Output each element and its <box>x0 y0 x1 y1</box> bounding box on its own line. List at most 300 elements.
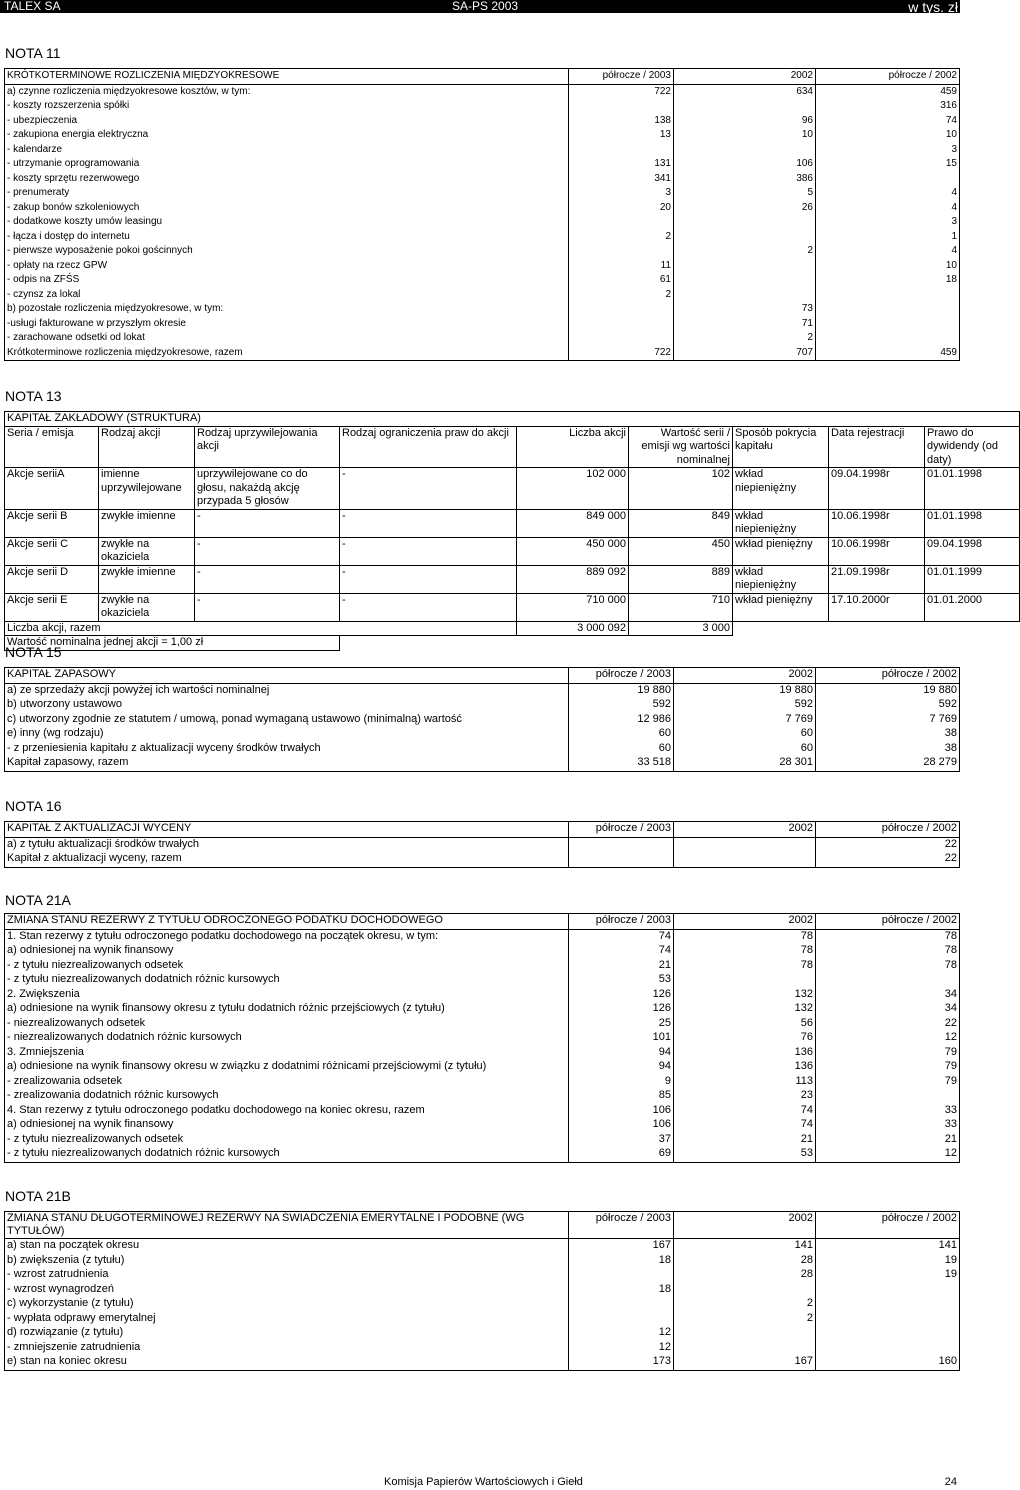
row-cell: wkład niepieniężny <box>733 509 829 537</box>
row-label: b) pozostałe rozliczenia międzyokresowe, w tym: <box>5 302 569 317</box>
table-header-row <box>5 914 960 930</box>
nota11-table <box>4 68 960 361</box>
row-label: d) rozwiązanie (z tytułu) <box>5 1326 569 1341</box>
row-value: 101 <box>569 1031 674 1046</box>
row-value <box>816 973 960 988</box>
row-label: - opłaty na rzecz GPW <box>5 259 569 274</box>
row-cell: 09.04.1998 <box>925 537 1020 565</box>
page-number: 24 <box>944 1476 957 1488</box>
column-header: Sposób pokrycia kapitału <box>733 426 829 468</box>
row-label: - z tytułu niezrealizowanych odsetek <box>5 959 569 974</box>
table-row <box>5 1046 960 1061</box>
row-value <box>569 1312 674 1327</box>
row-value: 94 <box>569 1046 674 1061</box>
row-value: 12 <box>816 1031 960 1046</box>
column-header: Prawo do dywidendy (od daty) <box>925 426 1020 468</box>
row-value: 12 986 <box>569 713 674 728</box>
row-value: 28 279 <box>816 756 960 771</box>
row-value: 592 <box>674 698 816 713</box>
table-row <box>5 1075 960 1090</box>
row-value: 15 <box>816 157 960 172</box>
row-value: 22 <box>816 852 960 867</box>
column-header: półrocze / 2002 <box>816 69 960 85</box>
row-cell: wkład niepieniężny <box>733 468 829 510</box>
nota13-table <box>4 411 1020 651</box>
row-value: 56 <box>674 1017 816 1032</box>
table-row <box>5 929 960 944</box>
row-value: 3 <box>816 143 960 158</box>
column-header: 2002 <box>674 668 816 684</box>
row-value: 7 769 <box>674 713 816 728</box>
row-cell: 01.01.1998 <box>925 468 1020 510</box>
row-value: 132 <box>674 1002 816 1017</box>
table-row <box>5 114 960 129</box>
table-heading: KAPITAŁ ZAPASOWY <box>5 668 569 684</box>
nominal-row <box>5 636 1020 651</box>
table-row <box>5 244 960 259</box>
row-cell: - <box>195 509 340 537</box>
row-value: 74 <box>569 944 674 959</box>
row-value: 78 <box>674 944 816 959</box>
table-heading: ZMIANA STANU DŁUGOTERMINOWEJ REZERWY NA ŚWIADCZENIA EMERYTALNE I PODOBNE (WG TYTUŁÓW) <box>5 1212 569 1239</box>
row-label: a) odniesionej na wynik finansowy <box>5 1118 569 1133</box>
row-value: 4 <box>816 244 960 259</box>
nota21a-table <box>4 913 960 1163</box>
row-cell: wkład niepieniężny <box>733 565 829 593</box>
row-label: - z tytułu niezrealizowanych odsetek <box>5 1133 569 1148</box>
row-value: 53 <box>674 1147 816 1162</box>
row-value: 78 <box>674 929 816 944</box>
row-value: 28 <box>674 1268 816 1283</box>
row-label: e) inny (wg rodzaju) <box>5 727 569 742</box>
row-value <box>674 273 816 288</box>
row-value <box>816 172 960 187</box>
row-value: 19 <box>816 1268 960 1283</box>
page-header <box>0 0 960 13</box>
row-label: a) ze sprzedaży akcji powyżej ich wartości nominalnej <box>5 683 569 698</box>
total-value: 3 000 <box>629 621 733 636</box>
row-value: 707 <box>674 346 816 361</box>
row-value: 34 <box>816 1002 960 1017</box>
row-value: 19 <box>816 1254 960 1269</box>
row-cell: - <box>195 593 340 621</box>
table-row <box>5 99 960 114</box>
row-value <box>816 317 960 332</box>
row-cell: zwykłe na okaziciela <box>99 537 195 565</box>
row-label: - koszty rozszerzenia spółki <box>5 99 569 114</box>
row-value <box>569 143 674 158</box>
row-value <box>674 973 816 988</box>
table-row <box>5 852 960 867</box>
table-row <box>5 837 960 852</box>
row-cell: Akcje seriiA <box>5 468 99 510</box>
row-label: 4. Stan rezerwy z tytułu odroczonego podatku dochodowego na koniec okresu, razem <box>5 1104 569 1119</box>
nota11-title: NOTA 11 <box>5 45 61 61</box>
row-label: a) stan na początek okresu <box>5 1239 569 1254</box>
table-row <box>5 1312 960 1327</box>
nominal-value: Wartość nominalna jednej akcji = 1,00 zł <box>5 636 340 651</box>
row-value: 33 518 <box>569 756 674 771</box>
table-row <box>5 944 960 959</box>
row-value: 5 <box>674 186 816 201</box>
row-label: b) utworzony ustawowo <box>5 698 569 713</box>
row-value: 136 <box>674 1060 816 1075</box>
table-row <box>5 1002 960 1017</box>
row-value: 167 <box>674 1355 816 1370</box>
row-value: 141 <box>816 1239 960 1254</box>
row-value: 9 <box>569 1075 674 1090</box>
row-label: b) zwiększenia (z tytułu) <box>5 1254 569 1269</box>
row-cell: 01.01.2000 <box>925 593 1020 621</box>
column-header: 2002 <box>674 69 816 85</box>
row-label: -usługi fakturowane w przyszłym okresie <box>5 317 569 332</box>
row-value: 4 <box>816 186 960 201</box>
table-row <box>5 273 960 288</box>
table-row <box>5 230 960 245</box>
row-label: a) odniesione na wynik finansowy okresu w związku z dodatnimi różnicami przejściowymi (z tytułu) <box>5 1060 569 1075</box>
table-row <box>5 1118 960 1133</box>
row-cell: imienne uprzywilejowane <box>99 468 195 510</box>
row-label: 1. Stan rezerwy z tytułu odroczonego podatku dochodowego na początek okresu, w tym: <box>5 929 569 944</box>
column-header: półrocze / 2003 <box>569 668 674 684</box>
row-value: 74 <box>674 1118 816 1133</box>
nota21b-table <box>4 1211 960 1371</box>
row-value: 106 <box>674 157 816 172</box>
row-label: - wzrost wynagrodzeń <box>5 1283 569 1298</box>
table-header-row <box>5 822 960 838</box>
row-label: - odpis na ZFŚS <box>5 273 569 288</box>
row-cell: - <box>340 593 517 621</box>
row-label: - z przeniesienia kapitału z aktualizacji wyceny środków trwałych <box>5 742 569 757</box>
column-header: Rodzaj ograniczenia praw do akcji <box>340 426 517 468</box>
company-name: TALEX SA <box>4 0 61 13</box>
row-value: 96 <box>674 114 816 129</box>
row-value: 21 <box>569 959 674 974</box>
column-header: półrocze / 2003 <box>569 822 674 838</box>
row-cell: - <box>195 565 340 593</box>
nota21b-title: NOTA 21B <box>5 1188 71 1204</box>
row-cell: Akcje serii D <box>5 565 99 593</box>
row-label: - zarachowane odsetki od lokat <box>5 331 569 346</box>
row-cell: 450 <box>629 537 733 565</box>
row-cell: 889 092 <box>517 565 629 593</box>
table-row <box>5 713 960 728</box>
row-value: 132 <box>674 988 816 1003</box>
table-header-row <box>5 69 960 85</box>
row-cell: 710 <box>629 593 733 621</box>
nota16-table <box>4 821 960 868</box>
row-value: 76 <box>674 1031 816 1046</box>
column-header: 2002 <box>674 822 816 838</box>
row-value: 459 <box>816 84 960 99</box>
row-value: 21 <box>674 1133 816 1148</box>
table-row <box>5 1239 960 1254</box>
row-cell: 889 <box>629 565 733 593</box>
row-value: 33 <box>816 1118 960 1133</box>
row-value <box>816 1089 960 1104</box>
table-row <box>5 973 960 988</box>
row-value: 722 <box>569 84 674 99</box>
row-value: 173 <box>569 1355 674 1370</box>
total-count: 3 000 092 <box>517 621 629 636</box>
table-row <box>5 201 960 216</box>
row-value: 21 <box>816 1133 960 1148</box>
row-label: - wypłata odprawy emerytalnej <box>5 1312 569 1327</box>
row-value: 19 880 <box>569 683 674 698</box>
row-label: a) odniesionej na wynik finansowy <box>5 944 569 959</box>
table-row <box>5 593 1020 621</box>
table-row <box>5 509 1020 537</box>
row-value: 28 <box>674 1254 816 1269</box>
row-value <box>674 99 816 114</box>
row-cell: Akcje serii C <box>5 537 99 565</box>
row-cell: - <box>340 565 517 593</box>
row-value: 61 <box>569 273 674 288</box>
row-label: - pierwsze wyposażenie pokoi gościnnych <box>5 244 569 259</box>
row-value: 2 <box>674 1297 816 1312</box>
row-value <box>674 1283 816 1298</box>
row-label: - łącza i dostęp do internetu <box>5 230 569 245</box>
row-value <box>816 1326 960 1341</box>
row-value: 634 <box>674 84 816 99</box>
row-value: 69 <box>569 1147 674 1162</box>
row-value <box>569 1268 674 1283</box>
table-header-row <box>5 1212 960 1239</box>
row-value <box>569 1297 674 1312</box>
row-label: a) z tytułu aktualizacji środków trwałych <box>5 837 569 852</box>
column-header: Seria / emisja <box>5 426 99 468</box>
row-label: - zrealizowania dodatnich różnic kursowych <box>5 1089 569 1104</box>
table-row <box>5 1268 960 1283</box>
row-value: 2 <box>674 1312 816 1327</box>
row-value: 34 <box>816 988 960 1003</box>
column-header: półrocze / 2002 <box>816 668 960 684</box>
row-value: 10 <box>674 128 816 143</box>
row-value: 26 <box>674 201 816 216</box>
row-value: 316 <box>816 99 960 114</box>
row-cell: 21.09.1998r <box>829 565 925 593</box>
row-value: 12 <box>569 1326 674 1341</box>
row-cell: Akcje serii E <box>5 593 99 621</box>
row-label: Krótkoterminowe rozliczenia międzyokresowe, razem <box>5 346 569 361</box>
row-label: - wzrost zatrudnienia <box>5 1268 569 1283</box>
column-header: Rodzaj uprzywilejowania akcji <box>195 426 340 468</box>
row-value: 22 <box>816 837 960 852</box>
row-value: 386 <box>674 172 816 187</box>
row-value: 341 <box>569 172 674 187</box>
row-value: 592 <box>569 698 674 713</box>
table-row <box>5 698 960 713</box>
row-value <box>569 852 674 867</box>
row-label: - zakup bonów szkoleniowych <box>5 201 569 216</box>
column-header: 2002 <box>674 1212 816 1239</box>
row-value: 113 <box>674 1075 816 1090</box>
row-label: - prenumeraty <box>5 186 569 201</box>
row-label: a) czynne rozliczenia międzyokresowe kosztów, w tym: <box>5 84 569 99</box>
row-value: 38 <box>816 727 960 742</box>
row-value: 18 <box>569 1254 674 1269</box>
row-value <box>674 215 816 230</box>
row-cell: 102 000 <box>517 468 629 510</box>
row-value: 167 <box>569 1239 674 1254</box>
row-value <box>674 288 816 303</box>
row-value: 28 301 <box>674 756 816 771</box>
table-row <box>5 988 960 1003</box>
table-row <box>5 1031 960 1046</box>
row-cell: 10.06.1998r <box>829 509 925 537</box>
column-header: Wartość serii / emisji wg wartości nominalnej <box>629 426 733 468</box>
row-value <box>674 230 816 245</box>
row-value: 106 <box>569 1118 674 1133</box>
column-header: półrocze / 2003 <box>569 69 674 85</box>
row-value: 2 <box>674 331 816 346</box>
row-value <box>816 331 960 346</box>
row-value <box>569 331 674 346</box>
row-label: - dodatkowe koszty umów leasingu <box>5 215 569 230</box>
table-row <box>5 1254 960 1269</box>
row-value: 12 <box>569 1341 674 1356</box>
row-label: - czynsz za lokal <box>5 288 569 303</box>
total-row <box>5 621 1020 636</box>
row-value: 60 <box>569 727 674 742</box>
row-value: 11 <box>569 259 674 274</box>
row-value: 1 <box>816 230 960 245</box>
row-value: 592 <box>816 698 960 713</box>
row-cell: wkład pieniężny <box>733 537 829 565</box>
table-row <box>5 288 960 303</box>
row-value: 60 <box>674 742 816 757</box>
row-value <box>674 837 816 852</box>
row-label: - kalendarze <box>5 143 569 158</box>
row-cell: - <box>340 537 517 565</box>
row-value: 78 <box>674 959 816 974</box>
row-value: 2 <box>674 244 816 259</box>
column-header: półrocze / 2002 <box>816 822 960 838</box>
table-row <box>5 565 1020 593</box>
row-cell: 450 000 <box>517 537 629 565</box>
table-header-row <box>5 426 1020 468</box>
row-value <box>569 302 674 317</box>
row-value: 78 <box>816 944 960 959</box>
row-label: e) stan na koniec okresu <box>5 1355 569 1370</box>
table-row <box>5 468 1020 510</box>
row-value: 106 <box>569 1104 674 1119</box>
row-value <box>569 837 674 852</box>
table-row <box>5 1017 960 1032</box>
column-header: Rodzaj akcji <box>99 426 195 468</box>
row-value: 94 <box>569 1060 674 1075</box>
row-value: 53 <box>569 973 674 988</box>
table-row <box>5 317 960 332</box>
row-value: 19 880 <box>816 683 960 698</box>
row-value <box>674 143 816 158</box>
row-cell: wkład pieniężny <box>733 593 829 621</box>
row-value: 126 <box>569 1002 674 1017</box>
row-label: - koszty sprzętu rezerwowego <box>5 172 569 187</box>
footer-text: Komisja Papierów Wartościowych i Giełd <box>384 1476 583 1488</box>
row-value <box>674 259 816 274</box>
row-value: 79 <box>816 1075 960 1090</box>
row-value: 60 <box>569 742 674 757</box>
row-cell: - <box>340 468 517 510</box>
table-row <box>5 84 960 99</box>
table-row <box>5 1355 960 1370</box>
row-value <box>569 244 674 259</box>
table-row <box>5 1060 960 1075</box>
row-cell: 17.10.2000r <box>829 593 925 621</box>
row-label: c) utworzony zgodnie ze statutem / umową, ponad wymaganą ustawowo (minimalną) wartość <box>5 713 569 728</box>
row-cell: zwykłe imienne <box>99 565 195 593</box>
row-cell: 10.06.1998r <box>829 537 925 565</box>
table-row <box>5 756 960 771</box>
table-heading: KAPITAŁ ZAKŁADOWY (STRUKTURA) <box>5 412 1020 427</box>
row-value: 10 <box>816 259 960 274</box>
row-value: 23 <box>674 1089 816 1104</box>
row-value: 138 <box>569 114 674 129</box>
row-value: 74 <box>816 114 960 129</box>
table-row <box>5 331 960 346</box>
row-value: 33 <box>816 1104 960 1119</box>
row-cell: 09.04.1998r <box>829 468 925 510</box>
row-label: Kapitał zapasowy, razem <box>5 756 569 771</box>
table-row <box>5 1089 960 1104</box>
row-label: - zakupiona energia elektryczna <box>5 128 569 143</box>
nota21a-title: NOTA 21A <box>5 892 71 908</box>
row-value: 78 <box>816 959 960 974</box>
column-header: półrocze / 2002 <box>816 1212 960 1239</box>
row-cell: - <box>195 537 340 565</box>
row-value <box>816 302 960 317</box>
table-row <box>5 346 960 361</box>
row-label: - zmniejszenie zatrudnienia <box>5 1341 569 1356</box>
row-label: - z tytułu niezrealizowanych dodatnich różnic kursowych <box>5 973 569 988</box>
table-heading: KAPITAŁ Z AKTUALIZACJI WYCENY <box>5 822 569 838</box>
column-header: Liczba akcji <box>517 426 629 468</box>
table-row <box>5 172 960 187</box>
row-value: 78 <box>816 929 960 944</box>
row-value <box>816 1283 960 1298</box>
row-value: 22 <box>816 1017 960 1032</box>
row-label: Kapitał z aktualizacji wyceny, razem <box>5 852 569 867</box>
row-value: 13 <box>569 128 674 143</box>
row-value: 10 <box>816 128 960 143</box>
table-row <box>5 186 960 201</box>
empty-cell <box>733 621 1020 636</box>
table-row <box>5 1133 960 1148</box>
row-value: 12 <box>816 1147 960 1162</box>
table-row <box>5 143 960 158</box>
row-value <box>816 288 960 303</box>
row-value: 126 <box>569 988 674 1003</box>
row-value: 73 <box>674 302 816 317</box>
row-value: 20 <box>569 201 674 216</box>
column-header: półrocze / 2003 <box>569 914 674 930</box>
table-row <box>5 742 960 757</box>
nota16-title: NOTA 16 <box>5 798 62 814</box>
row-value: 459 <box>816 346 960 361</box>
row-value <box>816 1312 960 1327</box>
row-value: 60 <box>674 727 816 742</box>
row-cell: 710 000 <box>517 593 629 621</box>
table-heading: KRÓTKOTERMINOWE ROZLICZENIA MIĘDZYOKRESOWE <box>5 69 569 85</box>
row-value: 74 <box>569 929 674 944</box>
row-label: c) wykorzystanie (z tytułu) <box>5 1297 569 1312</box>
row-label: - utrzymanie oprogramowania <box>5 157 569 172</box>
row-value: 3 <box>816 215 960 230</box>
row-value <box>569 99 674 114</box>
row-value: 71 <box>674 317 816 332</box>
table-row <box>5 259 960 274</box>
